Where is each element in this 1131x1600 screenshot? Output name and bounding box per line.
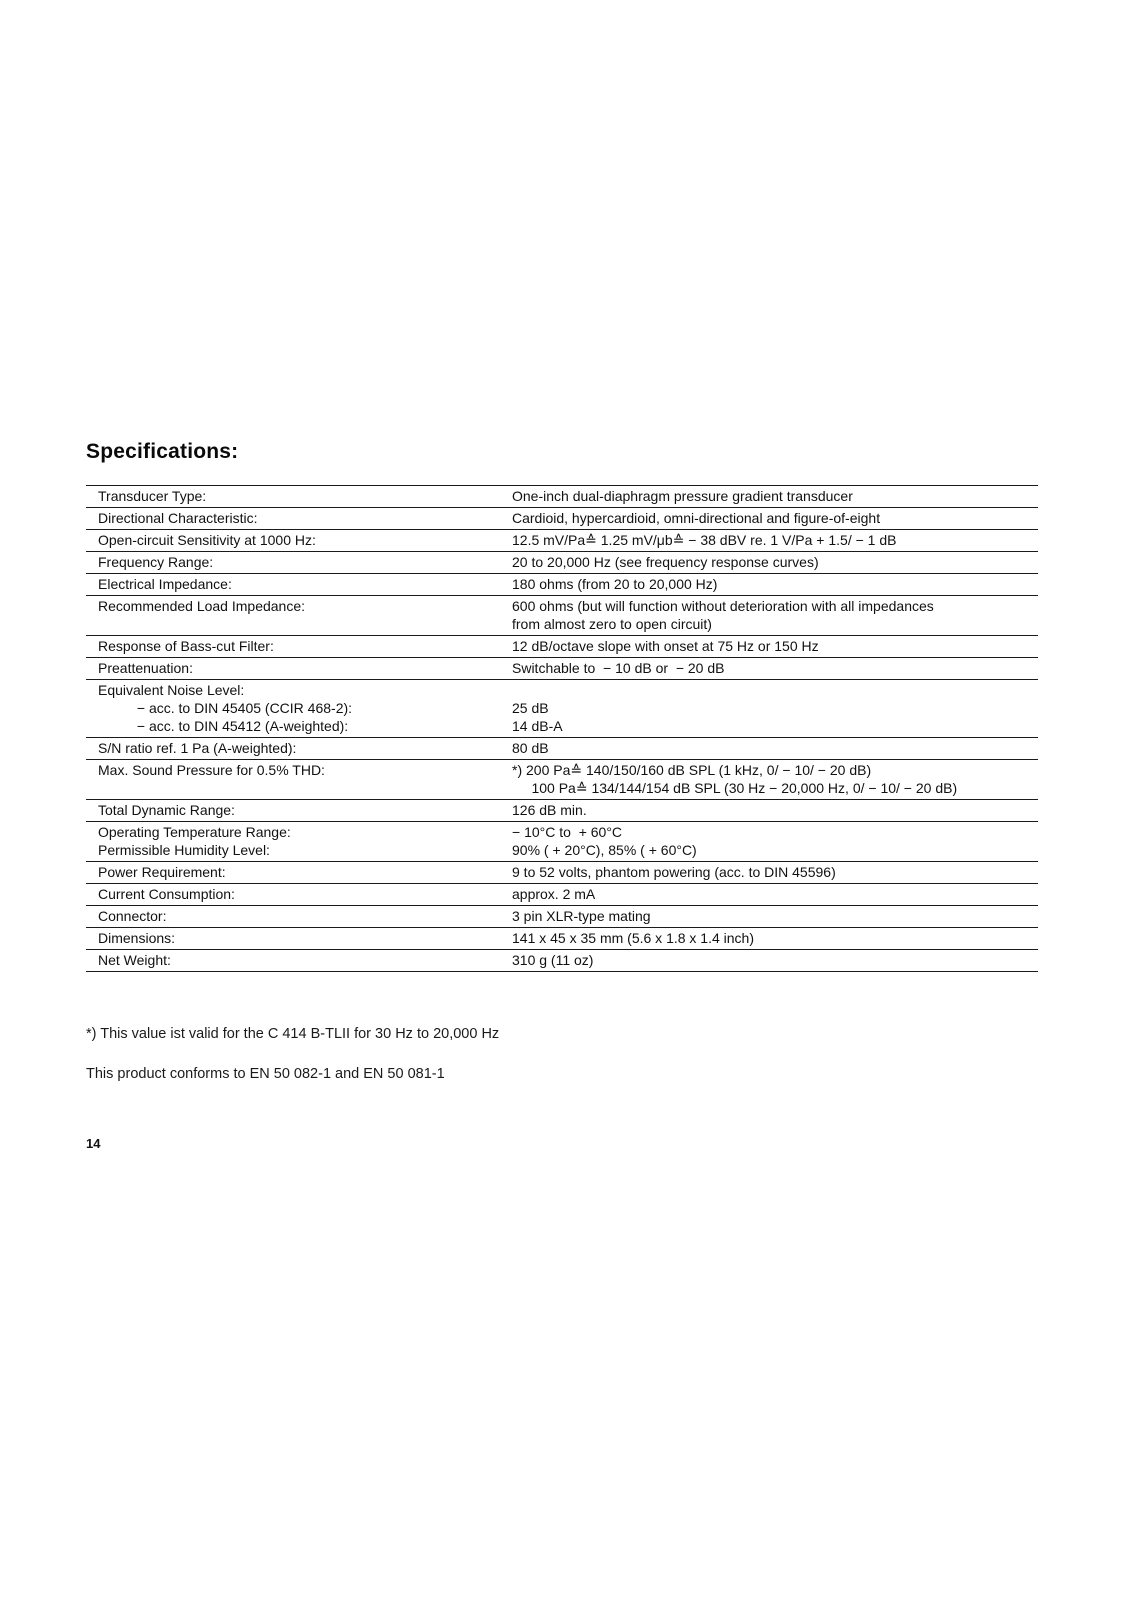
spec-value-line: 100 Pa≙ 134/144/154 dB SPL (30 Hz − 20,000 Hz, 0/ − 10/ − 20 dB): [512, 780, 958, 796]
spec-label-line: Connector:: [98, 908, 167, 924]
spec-label: [86, 636, 510, 657]
spec-label-line: Response of Bass-cut Filter:: [98, 638, 274, 654]
spec-value-line: [512, 681, 1038, 699]
spec-value: [510, 950, 1038, 971]
spec-value: [510, 822, 1038, 861]
spec-value-line: 12 dB/octave slope with onset at 75 Hz or 150 Hz: [512, 638, 819, 654]
spec-value-line: Switchable to − 10 dB or − 20 dB: [512, 660, 725, 676]
spec-value: [510, 760, 1038, 799]
spec-label-line: Operating Temperature Range:: [98, 824, 291, 840]
spec-label: [86, 574, 510, 595]
spec-row: [86, 552, 1038, 574]
spec-value-line: 9 to 52 volts, phantom powering (acc. to DIN 45596): [512, 864, 836, 880]
spec-label-line: S/N ratio ref. 1 Pa (A-weighted):: [98, 740, 297, 756]
spec-label-line: Max. Sound Pressure for 0.5% THD:: [98, 762, 325, 778]
spec-value: [510, 508, 1038, 529]
spec-value-line: from almost zero to open circuit): [512, 616, 712, 632]
spec-label: [86, 800, 510, 821]
spec-value: [510, 906, 1038, 927]
spec-row: [86, 574, 1038, 596]
spec-value-line: 90% ( + 20°C), 85% ( + 60°C): [512, 842, 697, 858]
spec-label: [86, 738, 510, 759]
spec-value-line: approx. 2 mA: [512, 886, 596, 902]
spec-value-line: − 10°C to + 60°C: [512, 824, 623, 840]
spec-value: [510, 680, 1038, 737]
spec-label-line: Recommended Load Impedance:: [98, 598, 306, 614]
spec-label-line: Directional Characteristic:: [98, 510, 258, 526]
spec-row: [86, 760, 1038, 800]
spec-value-line: 180 ohms (from 20 to 20,000 Hz): [512, 576, 718, 592]
spec-row: [86, 884, 1038, 906]
page-title: Specifications:: [86, 440, 239, 463]
spec-label-line: Permissible Humidity Level:: [98, 842, 270, 858]
spec-value: [510, 596, 1038, 635]
spec-label-line: Transducer Type:: [98, 488, 207, 504]
spec-value-line: 310 g (11 oz): [512, 952, 594, 968]
spec-label: [86, 552, 510, 573]
spec-label: [86, 928, 510, 949]
spec-value: [510, 928, 1038, 949]
spec-label-line: Preattenuation:: [98, 660, 193, 676]
spec-value: [510, 552, 1038, 573]
spec-row: [86, 508, 1038, 530]
spec-label-line: Current Consumption:: [98, 886, 235, 902]
spec-value-line: 3 pin XLR-type mating: [512, 908, 651, 924]
spec-value-line: 12.5 mV/Pa≙ 1.25 mV/μb≙ − 38 dBV re. 1 V/Pa + 1.5/ − 1 dB: [512, 532, 897, 548]
spec-label-line: Net Weight:: [98, 952, 171, 968]
spec-row: [86, 800, 1038, 822]
spec-row: [86, 658, 1038, 680]
spec-row: [86, 530, 1038, 552]
spec-label-line: − acc. to DIN 45405 (CCIR 468-2):: [98, 700, 353, 716]
spec-row: [86, 822, 1038, 862]
spec-label-line: Electrical Impedance:: [98, 576, 232, 592]
spec-row: [86, 862, 1038, 884]
page-number: 14: [86, 1136, 101, 1151]
specifications-table: [86, 485, 1038, 972]
spec-row: [86, 596, 1038, 636]
spec-label: [86, 760, 510, 799]
spec-value: [510, 636, 1038, 657]
spec-value-line: 80 dB: [512, 740, 549, 756]
spec-value: [510, 800, 1038, 821]
spec-value: [510, 738, 1038, 759]
spec-value-line: 141 x 45 x 35 mm (5.6 x 1.8 x 1.4 inch): [512, 930, 755, 946]
spec-value-line: 20 to 20,000 Hz (see frequency response curves): [512, 554, 819, 570]
spec-label-line: Equivalent Noise Level:: [98, 682, 245, 698]
spec-label-line: Open-circuit Sensitivity at 1000 Hz:: [98, 532, 316, 548]
spec-label: [86, 508, 510, 529]
spec-label: [86, 596, 510, 635]
spec-label-line: Power Requirement:: [98, 864, 226, 880]
spec-value: [510, 862, 1038, 883]
spec-value-line: 600 ohms (but will function without deterioration with all impedances: [512, 598, 934, 614]
spec-label-line: Dimensions:: [98, 930, 176, 946]
conformity-note: This product conforms to EN 50 082-1 and EN 50 081-1: [86, 1066, 445, 1082]
spec-value-line: 25 dB: [512, 700, 549, 716]
spec-value: [510, 884, 1038, 905]
spec-row: [86, 950, 1038, 972]
spec-label: [86, 950, 510, 971]
spec-label: [86, 822, 510, 861]
spec-value: [510, 574, 1038, 595]
spec-label: [86, 680, 510, 737]
spec-value-line: Cardioid, hypercardioid, omni-directional and figure-of-eight: [512, 510, 881, 526]
spec-row: [86, 906, 1038, 928]
spec-label: [86, 884, 510, 905]
spec-value: [510, 530, 1038, 551]
footnote: *) This value ist valid for the C 414 B-TLII for 30 Hz to 20,000 Hz: [86, 1026, 500, 1042]
spec-row: [86, 486, 1038, 508]
spec-row: [86, 636, 1038, 658]
spec-label-line: Frequency Range:: [98, 554, 214, 570]
spec-label: [86, 906, 510, 927]
spec-label: [86, 530, 510, 551]
spec-label-line: Total Dynamic Range:: [98, 802, 235, 818]
spec-value: [510, 486, 1038, 507]
spec-value-line: 14 dB-A: [512, 718, 563, 734]
spec-label: [86, 862, 510, 883]
spec-value-line: 126 dB min.: [512, 802, 587, 818]
spec-value: [510, 658, 1038, 679]
spec-value-line: One-inch dual-diaphragm pressure gradient transducer: [512, 488, 853, 504]
spec-row: [86, 738, 1038, 760]
spec-row: [86, 680, 1038, 738]
spec-label-line: − acc. to DIN 45412 (A-weighted):: [98, 718, 349, 734]
spec-value-line: *) 200 Pa≙ 140/150/160 dB SPL (1 kHz, 0/ − 10/ − 20 dB): [512, 762, 872, 778]
spec-label: [86, 486, 510, 507]
spec-row: [86, 928, 1038, 950]
spec-label: [86, 658, 510, 679]
